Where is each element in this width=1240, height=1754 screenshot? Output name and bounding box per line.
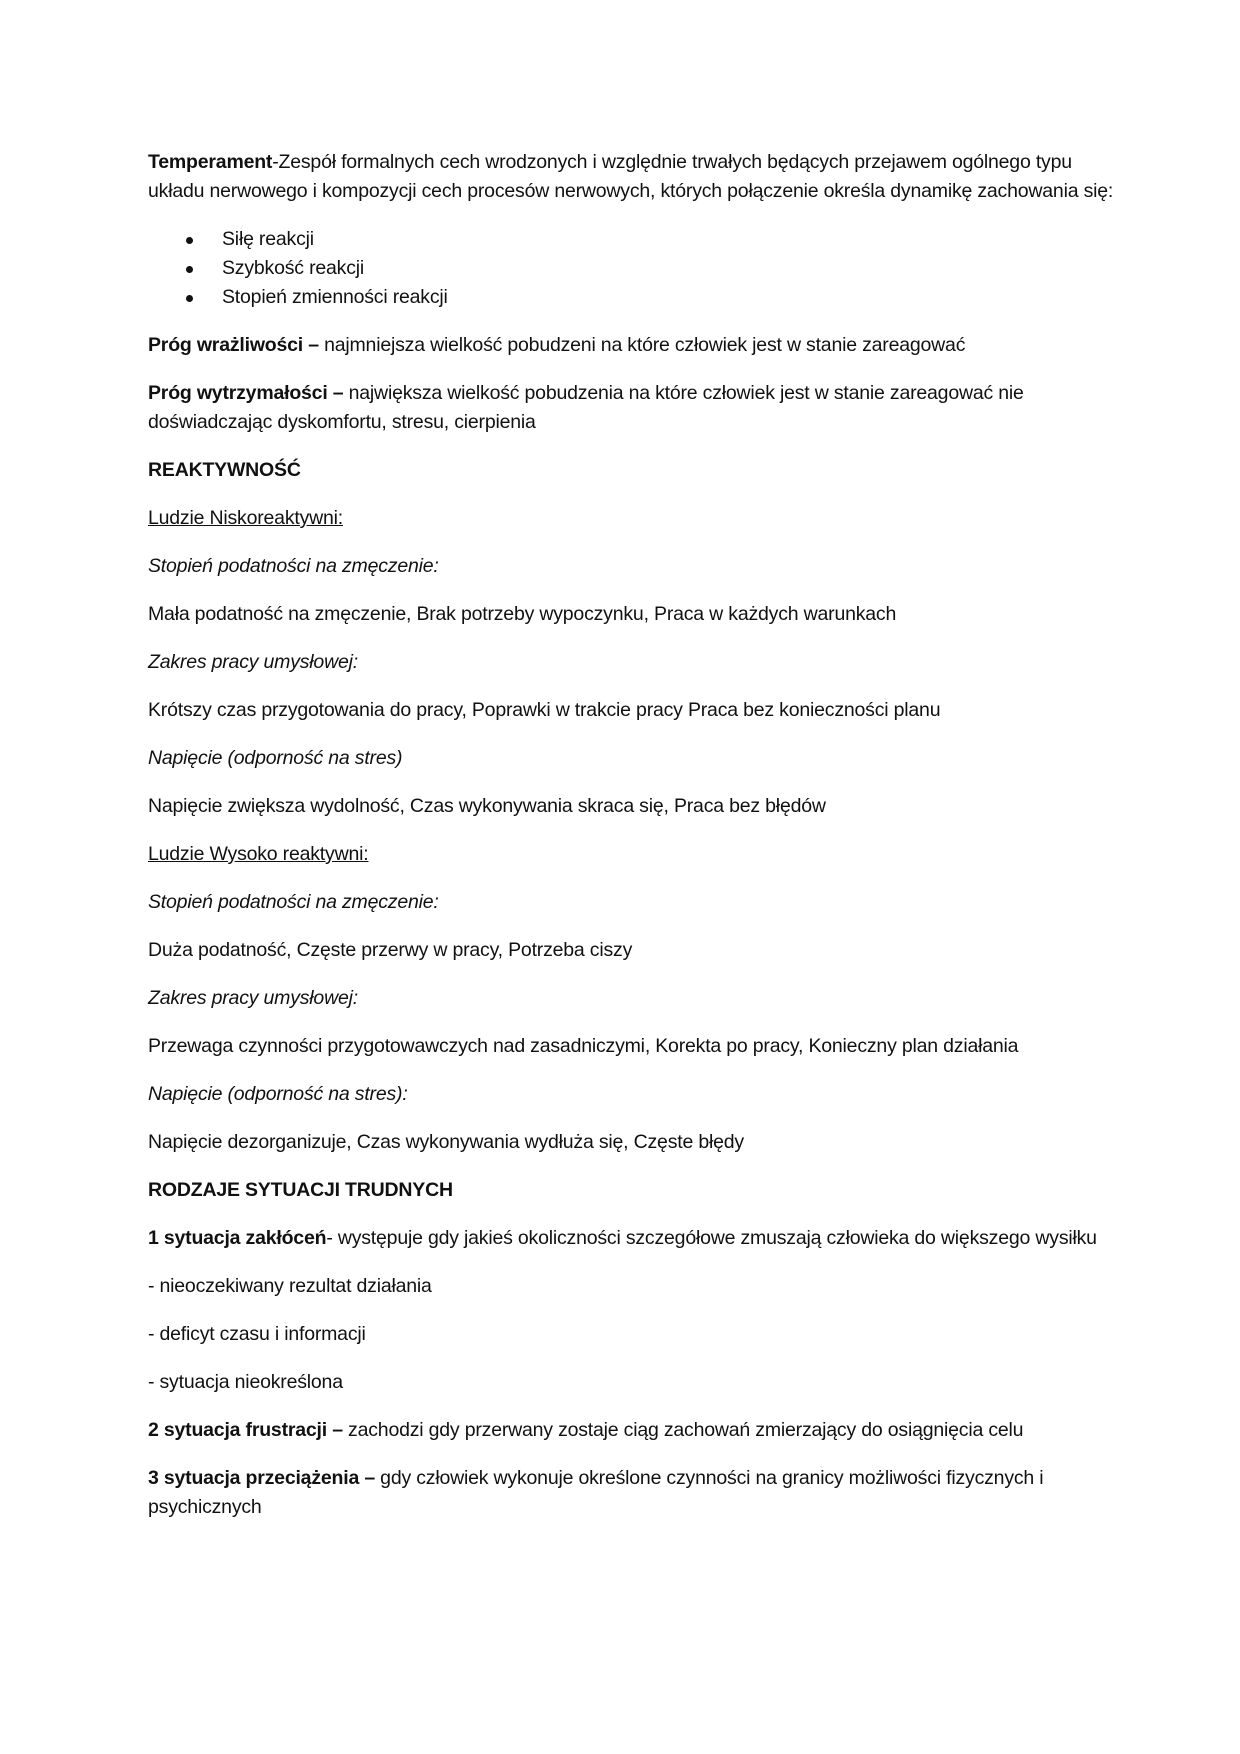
sytuacja-2-term: 2 sytuacja frustracji – [148,1419,343,1441]
sytuacja-1-item: - sytuacja nieokreślona [148,1371,343,1393]
prog-wrazliwosci-text: najmniejsza wielkość pobudzeni na które człowiek jest w stanie zareagować [318,334,966,356]
bullet-item: Siłę reakcji [186,225,1120,254]
sytuacja-2-text: zachodzi gdy przerwany zostaje ciąg zachowań zmierzający do osiągnięcia celu [342,1419,1024,1441]
nisko-mental-label: Zakres pracy umysłowej: [148,651,358,673]
wysoko-fatigue-label: Stopień podatności na zmęczenie: [148,891,439,913]
bullet-item: Szybkość reakcji [186,254,1120,283]
prog-wytrzymalosci-term: Próg wytrzymałości – [148,382,344,404]
sytuacja-1-item: - deficyt czasu i informacji [148,1323,366,1345]
wysoko-mental-text: Przewaga czynności przygotowawczych nad zasadniczymi, Korekta po pracy, Konieczny plan działania [148,1035,1019,1057]
nisko-stress-text: Napięcie zwiększa wydolność, Czas wykonywania skraca się, Praca bez błędów [148,795,826,817]
bullet-item: Stopień zmienności reakcji [186,283,1120,312]
sytuacja-1-term: 1 sytuacja zakłóceń [148,1227,327,1249]
temperament-text: -Zespół formalnych cech wrodzonych i względnie trwałych będących przejawem ogólnego typu układu nerwowego i kompozycji cech procesów nerwowych, których połączenie określa dynamikę zachowania się: [148,151,1114,202]
sytuacja-3-term: 3 sytuacja przeciążenia – [148,1467,375,1489]
temperament-term: Temperament [148,151,273,173]
nisko-heading: Ludzie Niskoreaktywni: [148,507,344,529]
prog-wytrzymalosci-paragraph [148,379,1120,437]
sytuacja-2-paragraph [148,1416,1120,1445]
nisko-fatigue-label: Stopień podatności na zmęczenie: [148,555,439,577]
sytuacja-1-text: - występuje gdy jakieś okoliczności szczegółowe zmuszają człowieka do większego wysiłku [326,1227,1097,1249]
sytuacja-1-paragraph [148,1224,1120,1253]
prog-wrazliwosci-paragraph [148,331,1120,360]
sytuacja-1-item: - nieoczekiwany rezultat działania [148,1275,432,1297]
temperament-paragraph [148,148,1120,206]
wysoko-stress-text: Napięcie dezorganizuje, Czas wykonywania wydłuża się, Częste błędy [148,1131,744,1153]
wysoko-mental-label: Zakres pracy umysłowej: [148,987,358,1009]
reaction-bullet-list [148,225,1120,312]
sytuacja-3-paragraph [148,1464,1120,1522]
nisko-stress-label: Napięcie (odporność na stres) [148,747,403,769]
sytuacje-heading: RODZAJE SYTUACJI TRUDNYCH [148,1179,453,1201]
nisko-mental-text: Krótszy czas przygotowania do pracy, Poprawki w trakcie pracy Praca bez konieczności planu [148,699,941,721]
wysoko-heading: Ludzie Wysoko reaktywni: [148,843,369,865]
nisko-fatigue-text: Mała podatność na zmęczenie, Brak potrzeby wypoczynku, Praca w każdych warunkach [148,603,897,625]
wysoko-fatigue-text: Duża podatność, Częste przerwy w pracy, Potrzeba ciszy [148,939,633,961]
sytuacja-3-text: gdy człowiek wykonuje określone czynności na granicy możliwości fizycznych i psychicznych [148,1467,1044,1518]
reaktywnosc-heading: REAKTYWNOŚĆ [148,459,301,481]
wysoko-stress-label: Napięcie (odporność na stres): [148,1083,408,1105]
prog-wytrzymalosci-text: największa wielkość pobudzenia na które człowiek jest w stanie zareagować nie doświadczając dyskomfortu, stresu, cierpienia [148,382,1024,433]
prog-wrazliwosci-term: Próg wrażliwości – [148,334,319,356]
